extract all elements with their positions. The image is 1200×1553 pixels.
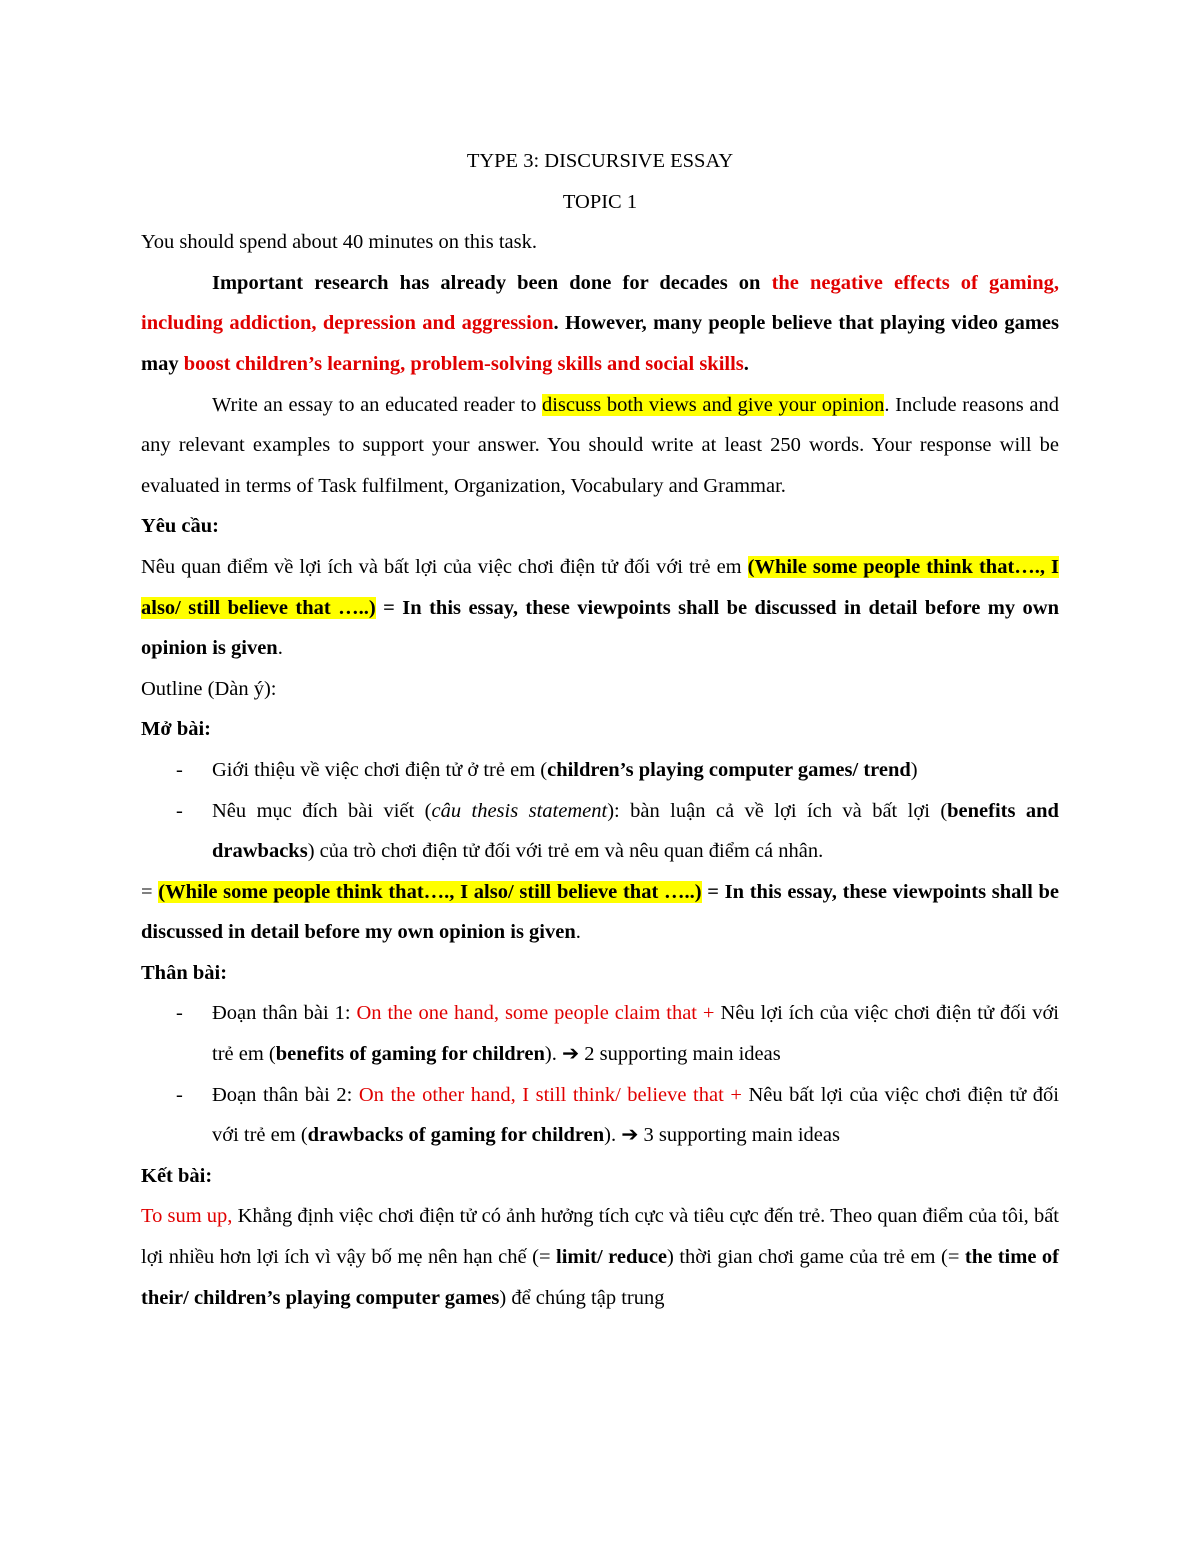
intro-bullet-2 [141, 791, 1059, 872]
requirements-text [141, 547, 1059, 669]
body-bullet-2 [141, 1075, 1059, 1156]
document-title: TYPE 3: DISCURSIVE ESSAY [466, 150, 734, 172]
time-note: You should spend about 40 minutes on this task. [141, 231, 537, 254]
intro-bullet-2-text: Nêu mục đích bài viết ( [212, 799, 432, 822]
intro-eq-bold: = In this essay, these viewpoints shall be discussed in detail before my own opinion is given [141, 880, 1059, 944]
body-heading: Thân bài: [141, 961, 228, 984]
requirements-vietnamese: Nêu quan điểm về lợi ích và bất lợi của việc chơi điện tử đối với trẻ em [141, 555, 748, 578]
intro-equivalent [141, 872, 1059, 953]
prompt-sentence-1: Important research has already been done for decades on [212, 271, 772, 294]
prompt-positive-effects: boost children’s learning, problem-solving skills and social skills [183, 352, 744, 375]
instructions-part-b: . Include reasons and any relevant examples to support your answer. You should write at least 250 words. Your response will be evaluated in terms of Task fulfilment, Organization, Vocabulary and Grammar. [141, 393, 1059, 497]
requirements-highlight: (While some people think that…., I also/ still believe that …..) [141, 555, 1060, 619]
intro-bullet-2-italic: câu thesis statement [431, 799, 608, 822]
body-bullet-1-red: On the one hand, some people claim that + [356, 1002, 721, 1025]
bullet-dash: - [176, 1083, 183, 1106]
intro-bullet-1 [141, 750, 1059, 791]
prompt-negative-effects: the negative effects of gaming, including addiction, depression and aggression [141, 271, 1060, 335]
bullet-dash: - [176, 758, 183, 781]
intro-bullet-1-text: Giới thiệu về việc chơi điện tử ở trẻ em ( [212, 758, 548, 781]
body-bullets [141, 993, 1059, 1155]
requirements-heading: Yêu cầu: [141, 515, 220, 538]
intro-bullets [141, 750, 1059, 872]
body-bullet-2-text: Nêu bất lợi của việc chơi điện tử đối với trẻ em ( [212, 1083, 1059, 1147]
body-bullet-1-label: Đoạn thân bài 1: [212, 1002, 357, 1025]
intro-bullet-2-bold: benefits and drawbacks [212, 799, 1059, 863]
intro-bullet-1-bold: children’s playing computer games/ trend [547, 758, 911, 781]
document-body [141, 141, 1059, 1318]
outline-heading: Outline (Dàn ý): [141, 677, 277, 700]
requirements-bold: = In this essay, these viewpoints shall be discussed in detail before my own opinion is given [141, 596, 1059, 660]
topic-heading: TOPIC 1 [562, 190, 638, 213]
body-bullet-1-end: ). ➔ 2 supporting main ideas [544, 1043, 781, 1066]
body-bullet-2-bold: drawbacks of gaming for children [307, 1124, 605, 1147]
requirements-end: . [277, 637, 283, 660]
bullet-dash: - [176, 799, 183, 822]
conclusion-text-3: ) để chúng tập trung [499, 1286, 665, 1309]
instructions-part-a: Write an essay to an educated reader to [212, 393, 542, 416]
essay-prompt [141, 263, 1059, 385]
intro-bullet-2-end: ) của trò chơi điện tử đối với trẻ em và nêu quan điểm cá nhân. [307, 840, 824, 863]
intro-eq-end: . [575, 921, 581, 944]
conclusion-text [141, 1196, 1059, 1318]
intro-bullet-2-text2: ): bàn luận cả về lợi ích và bất lợi ( [607, 799, 948, 822]
conclusion-red: To sum up, [141, 1205, 238, 1228]
intro-heading: Mở bài: [141, 718, 211, 741]
intro-bullet-1-end: ) [910, 758, 918, 781]
body-bullet-2-label: Đoạn thân bài 2: [212, 1083, 359, 1106]
body-bullet-1-text: Nêu lợi ích của việc chơi điện tử đối với trẻ em ( [212, 1002, 1059, 1066]
conclusion-heading: Kết bài: [141, 1164, 213, 1187]
body-bullet-1-bold: benefits of gaming for children [275, 1043, 545, 1066]
body-bullet-2-red: On the other hand, I still think/ believe that + [358, 1083, 749, 1106]
bullet-dash: - [176, 1002, 183, 1025]
conclusion-bold-1: limit/ reduce [556, 1246, 668, 1269]
conclusion-text-2: ) thời gian chơi game của trẻ em (= [667, 1246, 965, 1269]
prompt-sentence-2: . However, many people believe that playing video games may [141, 312, 1059, 375]
essay-instructions [141, 385, 1059, 507]
intro-eq-prefix: = [141, 880, 159, 903]
instructions-highlight: discuss both views and give your opinion [541, 393, 885, 416]
conclusion-text-1: Khẳng định việc chơi điện tử có ảnh hưởng tích cực và tiêu cực đến trẻ. Theo quan điểm của tôi, bất lợi nhiều hơn lợi ích vì vậy bố mẹ nên hạn chế (= [141, 1205, 1059, 1269]
prompt-end: . [743, 352, 749, 375]
body-bullet-1 [141, 993, 1059, 1074]
intro-eq-highlight: (While some people think that…., I also/ still believe that …..) [158, 880, 702, 903]
conclusion-bold-2: the time of their/ children’s playing computer games [141, 1246, 1059, 1309]
body-bullet-2-end: ). ➔ 3 supporting main ideas [604, 1124, 840, 1147]
